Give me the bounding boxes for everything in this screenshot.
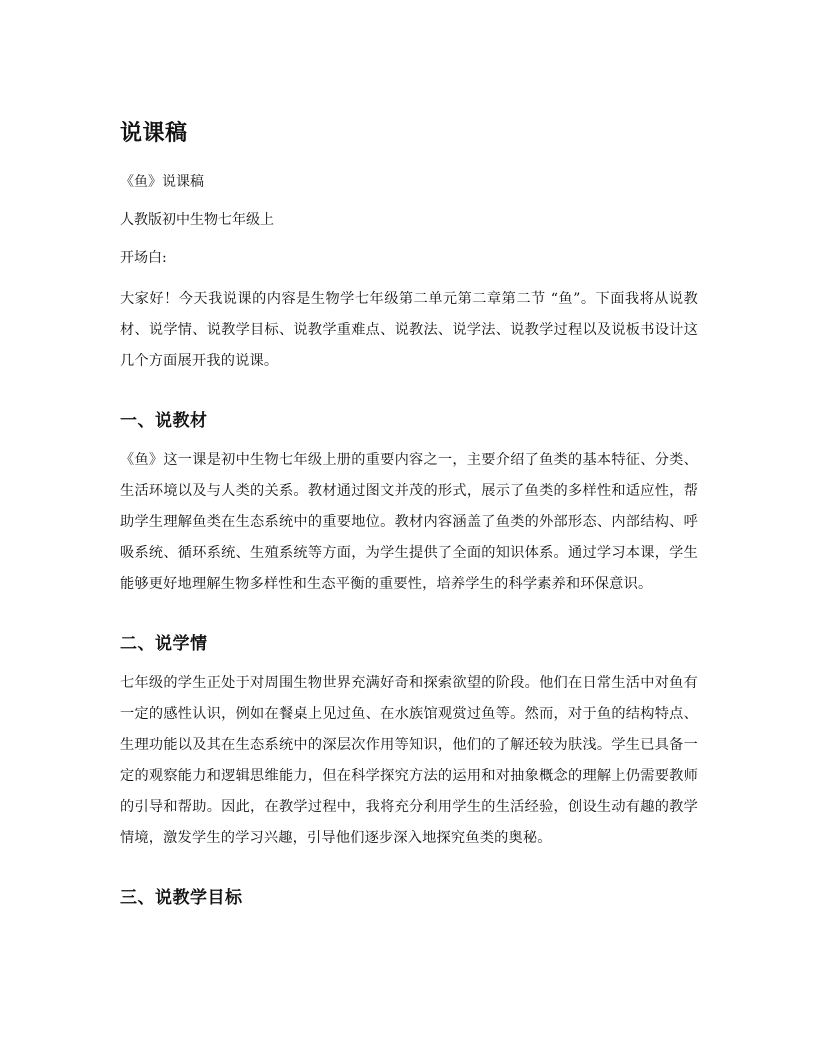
section-heading-objectives: 三、说教学目标 bbox=[120, 888, 243, 908]
section-paragraph-textbook: 《鱼》这一课是初中生物七年级上册的重要内容之一，主要介绍了鱼类的基本特征、分类、生活环境以及与人类的关系。教材通过图文并茂的形式，展示了鱼类的多样性和适应性，帮助学生理解鱼类在生态系统中的重要地位。教材内容涵盖了鱼类的外部形态、内部结构、呼吸系统、循环系统、生殖系统等方面，为学生提供了全面的知识体系。通过学习本课，学生能够更好地理解生物多样性和生态平衡的重要性，培养学生的科学素养和环保意识。 bbox=[120, 452, 698, 592]
section-heading-students: 二、说学情 bbox=[120, 634, 208, 654]
section-paragraph-students: 七年级的学生正处于对周围生物世界充满好奇和探索欲望的阶段。他们在日常生活中对鱼有一定的感性认识，例如在餐桌上见过鱼、在水族馆观赏过鱼等。然而，对于鱼的结构特点、生理功能以及其在生态系统中的深层次作用等知识，他们的了解还较为肤浅。学生已具备一定的观察能力和逻辑思维能力，但在科学探究方法的运用和对抽象概念的理解上仍需要教师的引导和帮助。因此，在教学过程中，我将充分利用学生的生活经验，创设生动有趣的教学情境，激发学生的学习兴趣，引导他们逐步深入地探究鱼类的奥秘。 bbox=[120, 675, 698, 846]
document-page bbox=[120, 118, 698, 922]
opening-label: 开场白: bbox=[120, 250, 167, 266]
opening-paragraph: 大家好！今天我说课的内容是生物学七年级第二单元第二章第二节 “鱼”。下面我将从说教材、说学情、说教学目标、说教学重难点、说教法、说学法、说教学过程以及说板书设计这几个方面展开我的说课。 bbox=[120, 291, 698, 369]
lesson-subtitle: 《鱼》说课稿 bbox=[120, 174, 204, 190]
document-title: 说课稿 bbox=[120, 121, 188, 146]
section-heading-textbook: 一、说教材 bbox=[120, 411, 208, 431]
textbook-edition: 人教版初中生物七年级上 bbox=[120, 212, 274, 228]
